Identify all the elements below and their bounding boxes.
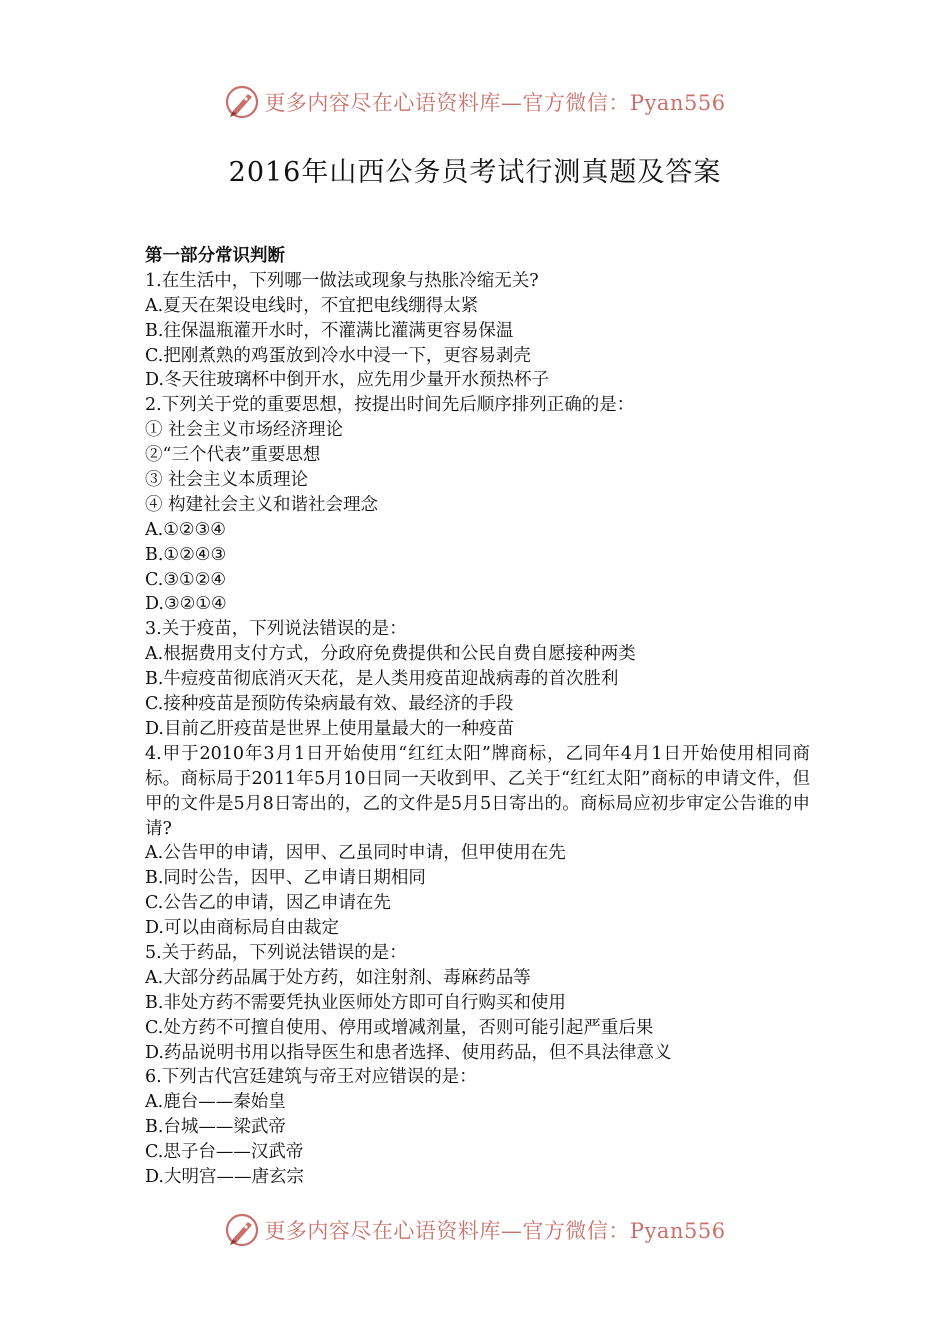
page-title: 2016年山西公务员考试行测真题及答案 <box>228 157 722 188</box>
answer-option: B.同时公告，因甲、乙申请日期相同 <box>145 868 426 889</box>
answer-option: D.可以由商标局自由裁定 <box>145 918 339 939</box>
answer-option: C.把刚煮熟的鸡蛋放到冷水中浸一下，更容易剥壳 <box>145 345 531 366</box>
question-stem: 4.甲于2010年3月1日开始使用“红红太阳”牌商标，乙同年4月1日开始使用相同商标。商标局于2011年5月10日同一天收到甲、乙关于“红红太阳”商标的申请文件，但甲的文件是5月8日寄出的，乙的文件是5月5日寄出的。商标局应初步审定公告谁的申请? <box>145 743 810 839</box>
answer-option: D.③②①④ <box>145 594 227 615</box>
answer-option: D.冬天往玻璃杯中倒开水，应先用少量开水预热杯子 <box>145 370 549 391</box>
answer-option: B.①②④③ <box>145 544 227 565</box>
answer-option: D.目前乙肝疫苗是世界上使用量最大的一种疫苗 <box>145 718 514 739</box>
answer-option: B.往保温瓶灌开水时，不灌满比灌满更容易保温 <box>145 320 514 341</box>
question-stem: 2.下列关于党的重要思想，按提出时间先后顺序排列正确的是： <box>145 395 635 416</box>
pen-logo-icon <box>224 84 260 120</box>
question-item: ③ 社会主义本质理论 <box>145 470 309 491</box>
answer-option: C.思子台——汉武帝 <box>145 1142 304 1163</box>
answer-option: A.大部分药品属于处方药，如注射剂、毒麻药品等 <box>145 967 531 988</box>
question-item: ②“三个代表”重要思想 <box>145 445 321 466</box>
banner-text: 更多内容尽在心语资料库—官方微信：Pyan556 <box>264 91 726 115</box>
question-item: ④ 构建社会主义和谐社会理念 <box>145 494 379 515</box>
answer-option: C.处方药不可擅自使用、停用或增减剂量，否则可能引起严重后果 <box>145 1017 654 1038</box>
answer-option: A.①②③④ <box>145 519 226 540</box>
answer-option: C.③①②④ <box>145 569 227 590</box>
question-stem: 5.关于药品，下列说法错误的是： <box>145 943 407 963</box>
pen-logo-icon <box>224 1212 260 1248</box>
question-item: ① 社会主义市场经济理论 <box>145 420 344 441</box>
answer-option: D.药品说明书用以指导医生和患者选择、使用药品，但不具法律意义 <box>145 1042 672 1063</box>
document-body <box>145 244 810 1190</box>
answer-option: B.牛痘疫苗彻底消灭天花，是人类用疫苗迎战病毒的首次胜利 <box>145 669 619 690</box>
header-banner <box>0 82 950 122</box>
answer-option: C.公告乙的申请，因乙申请在先 <box>145 893 391 914</box>
answer-option: B.非处方药不需要凭执业医师处方即可自行购买和使用 <box>145 992 566 1013</box>
footer-banner <box>0 1210 950 1250</box>
question-stem: 6.下列古代宫廷建筑与帝王对应错误的是： <box>145 1067 477 1088</box>
answer-option: A.根据费用支付方式，分政府免费提供和公民自费自愿接种两类 <box>145 644 636 665</box>
answer-option: C.接种疫苗是预防传染病最有效、最经济的手段 <box>145 694 514 715</box>
banner-text: 更多内容尽在心语资料库—官方微信：Pyan556 <box>264 1219 726 1243</box>
answer-option: A.公告甲的申请，因甲、乙虽同时申请，但甲使用在先 <box>145 843 566 864</box>
section-heading: 第一部分常识判断 <box>145 246 285 266</box>
question-stem: 3.关于疫苗，下列说法错误的是： <box>145 619 407 640</box>
question-stem: 1.在生活中，下列哪一做法或现象与热胀冷缩无关? <box>145 270 539 291</box>
answer-option: A.夏天在架设电线时，不宜把电线绷得太紧 <box>145 295 479 316</box>
answer-option: D.大明宫——唐玄宗 <box>145 1167 304 1188</box>
answer-option: A.鹿台——秦始皇 <box>145 1092 286 1113</box>
answer-option: B.台城——梁武帝 <box>145 1117 286 1138</box>
